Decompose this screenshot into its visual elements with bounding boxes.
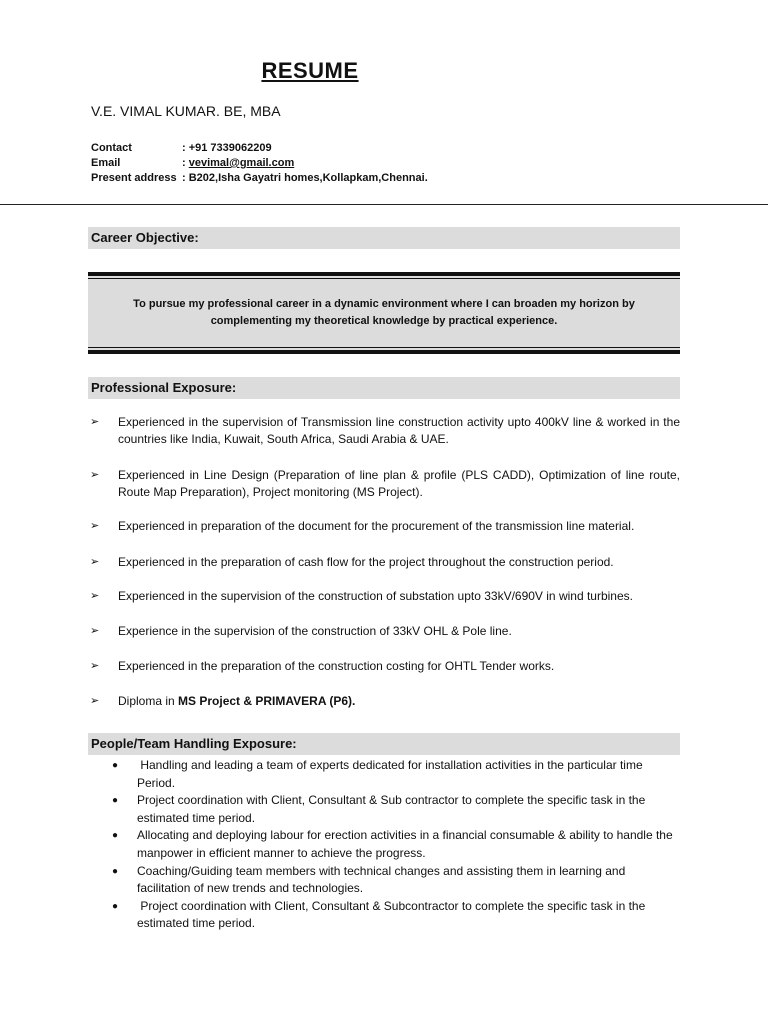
contact-block	[91, 141, 428, 186]
email-label: Email	[91, 157, 121, 169]
email-row	[91, 156, 428, 171]
list-item	[90, 658, 680, 675]
list-item	[110, 792, 680, 827]
career-objective-box	[88, 272, 680, 354]
list-item	[90, 414, 680, 448]
email-link[interactable]: vevimal@gmail.com	[188, 157, 295, 169]
list-item	[110, 827, 680, 862]
list-item-text: Project coordination with Client, Consultant & Sub contractor to complete the specific task in the estimated time period.	[137, 793, 646, 825]
list-item	[110, 757, 680, 792]
career-objective-heading: Career Objective:	[88, 227, 680, 249]
list-item	[110, 863, 680, 898]
list-item-text: Coaching/Guiding team members with technical changes and assisting them in learning and facilitation of new trends and technologies.	[137, 863, 626, 896]
diploma-name: MS Project & PRIMAVERA (P6).	[178, 694, 356, 708]
diploma-item-text	[118, 693, 680, 710]
arrow-bullet-icon: ➢	[90, 416, 100, 428]
candidate-name: V.E. VIMAL KUMAR. BE, MBA	[91, 103, 281, 119]
contact-label: Contact	[91, 142, 132, 154]
list-item-text: Experience in the supervision of the construction of 33kV OHL & Pole line.	[118, 624, 512, 638]
list-item-text: Experienced in the supervision of the construction of substation upto 33kV/690V in wind turbines.	[118, 589, 633, 603]
list-item-text: Allocating and deploying labour for erection activities in a financial consumable & ability to handle the manpower in efficient manner to achieve the progress.	[137, 828, 673, 860]
bullet-icon: ●	[112, 760, 119, 771]
bullet-icon: ●	[112, 795, 119, 807]
team-handling-list	[110, 757, 680, 933]
list-item	[90, 554, 680, 571]
address-row	[91, 171, 428, 186]
bullet-icon: ●	[112, 830, 119, 842]
team-handling-heading: People/Team Handling Exposure:	[88, 733, 680, 755]
diploma-prefix: Diploma in	[118, 694, 179, 708]
bullet-icon: ●	[112, 900, 119, 912]
list-item-text: Experienced in the supervision of Transmission line construction activity upto 400kV line & worked in the countries like India, Kuwait, South Africa, Saudi Arabia & UAE.	[118, 415, 680, 446]
list-item-text: Handling and leading a team of experts dedicated for installation activities in the particular time Period.	[137, 758, 646, 790]
professional-exposure-heading: Professional Exposure:	[88, 377, 680, 399]
resume-title: RESUME	[261, 58, 359, 83]
list-item-text: Experienced in preparation of the document for the procurement of the transmission line material.	[118, 519, 635, 533]
list-item-text: Experienced in the preparation of cash flow for the project throughout the construction period.	[118, 555, 614, 569]
list-item-text: Experienced in Line Design (Preparation of line plan & profile (PLS CADD), Optimization of line route, Route Map Preparation), Project monitoring (MS Project).	[118, 468, 680, 499]
bullet-icon: ●	[112, 865, 119, 877]
list-item	[90, 623, 680, 640]
list-item-text: Project coordination with Client, Consultant & Subcontractor to complete the specific task in the estimated time period.	[137, 898, 649, 931]
email-prefix: :	[182, 157, 189, 169]
arrow-bullet-icon: ➢	[90, 590, 100, 602]
list-item	[90, 693, 680, 710]
arrow-bullet-icon: ➢	[90, 520, 100, 532]
arrow-bullet-icon: ➢	[90, 695, 100, 707]
arrow-bullet-icon: ➢	[90, 625, 100, 637]
header-divider	[0, 204, 768, 205]
arrow-bullet-icon: ➢	[90, 469, 100, 481]
arrow-bullet-icon: ➢	[90, 556, 100, 568]
arrow-bullet-icon: ➢	[90, 660, 100, 672]
contact-row	[91, 141, 428, 156]
list-item	[90, 518, 680, 535]
list-item-text: Experienced in the preparation of the construction costing for OHTL Tender works.	[118, 659, 555, 673]
career-objective-text: To pursue my professional career in a dynamic environment where I can broaden my horizon by complementing my theoretical knowledge by practical experience.	[133, 298, 635, 327]
list-item	[90, 467, 680, 501]
list-item	[110, 898, 680, 933]
list-item	[90, 588, 680, 605]
address-value: : B202,Isha Gayatri homes,Kollapkam,Chennai.	[182, 172, 428, 184]
contact-value: : +91 7339062209	[182, 142, 272, 154]
address-label: Present address	[91, 172, 177, 184]
